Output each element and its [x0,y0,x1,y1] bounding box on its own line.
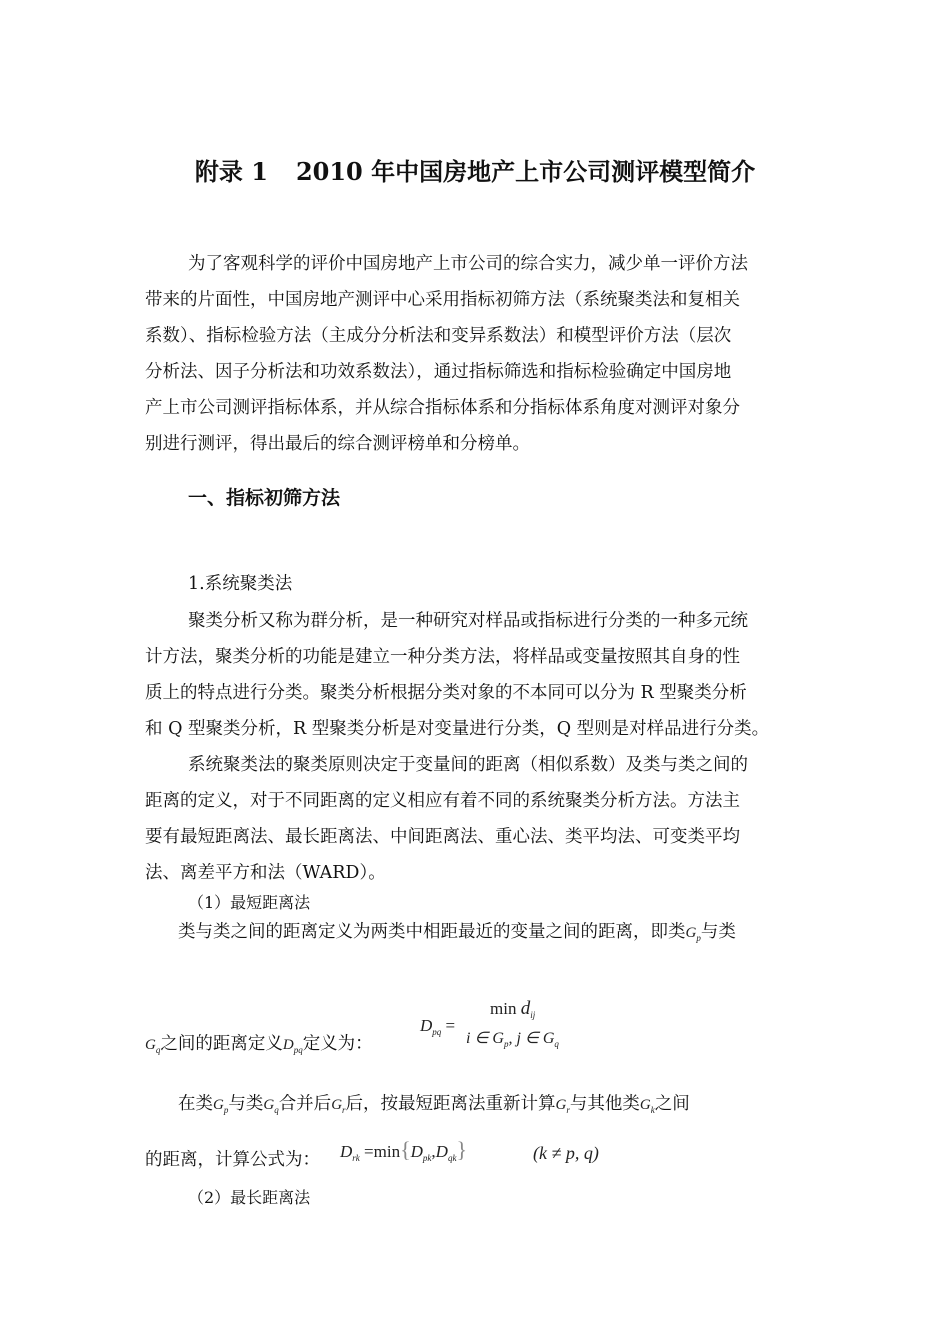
method1-line4: 的距离，计算公式为： [145,1150,320,1170]
math-G-r: $G_r$ [555,1097,570,1115]
math-D-pq: $D_{pq}$ [282,1037,303,1055]
text-fragment: 类与类之间的距离定义为两类中相距最近的变量之间的距离，即类 [178,922,686,942]
page-title [0,152,950,187]
text-fragment: 定义为： [302,1034,373,1054]
paragraph-line: 计方法，聚类分析的功能是建立一种分类方法，将样品或变量按照其自身的性 [145,647,740,667]
intro-line: 别进行测评，得出最后的综合测评榜单和分榜单。 [145,434,530,454]
paragraph-line: 要有最短距离法、最长距离法、中间距离法、重心法、类平均法、可变类平均 [145,827,740,847]
math-G-p: $G_p$ [685,925,701,943]
math-G-r: $G_r$ [331,1097,346,1115]
intro-line: 分析法、因子分析法和功效系数法），通过指标筛选和指标检验确定中国房地 [145,362,732,382]
text-fragment: 与类 [228,1094,264,1114]
text-fragment: 之间 [654,1094,690,1114]
section-heading: 一、指标初筛方法 [188,487,341,509]
paragraph-line: 聚类分析又称为群分析，是一种研究对样品或指标进行分类的一种多元统 [188,611,748,631]
math-G-k: $G_k$ [639,1097,655,1115]
paragraph-line: 系统聚类法的聚类原则决定于变量间的距离（相似系数）及类与类之间的 [188,755,748,775]
intro-line: 带来的片面性，中国房地产测评中心采用指标初筛方法（系统聚类法和复相关 [145,290,740,310]
formula-min: $\min d_{ij}$ [490,998,536,1020]
paragraph-line: 质上的特点进行分类。聚类分析根据分类对象的不本同可以分为 R 型聚类分析 [145,683,747,703]
math-G-p: $G_p$ [213,1097,229,1115]
text-fragment: 与类 [700,922,736,942]
math-G-q: $G_q$ [263,1097,279,1115]
paragraph-line: 和 Q 型聚类分析，R 型聚类分析是对变量进行分类，Q 型则是对样品进行分类。 [145,719,770,739]
formula-range: i ∈ $G_p$, j ∈ $G_q$ [466,1030,559,1049]
formula-lhs: $D_{pq}$ = [420,1016,456,1037]
intro-line: 为了客观科学的评价中国房地产上市公司的综合实力，减少单一评价方法 [188,254,748,274]
text-fragment: 在类 [178,1094,213,1114]
math-G-q: $G_q$ [145,1037,161,1055]
title-prefix: 附录 1 [194,157,268,186]
intro-line: 系数）、指标检验方法（主成分分析法和变异系数法）和模型评价方法（层次 [145,326,732,346]
method-heading: （2）最长距离法 [188,1188,311,1207]
title-text: 2010 年中国房地产上市公司测评模型简介 [295,157,756,186]
paragraph-line: 距离的定义，对于不同距离的定义相应有着不同的系统聚类分析方法。方法主 [145,791,740,811]
method-heading: （1）最短距离法 [188,893,311,912]
formula-condition: (k ≠ p, q) [533,1143,599,1163]
text-fragment: 合并后 [278,1094,332,1114]
text-fragment: 之间的距离定义 [160,1034,283,1054]
text-fragment: 与其他类 [569,1094,640,1114]
method1-line2 [145,1030,373,1055]
paragraph-line: 法、离差平方和法（WARD）。 [145,863,386,883]
method1-line3 [178,1090,690,1115]
text-fragment: 后，按最短距离法重新计算 [345,1094,556,1114]
formula-update-lhs: $D_{rk} =\min\{D_{pk},D_{qk}\}$ [340,1137,468,1163]
intro-line: 产上市公司测评指标体系，并从综合指标体系和分指标体系角度对测评对象分 [145,398,740,418]
method1-line1 [178,918,736,943]
subsection-heading: 1.系统聚类法 [188,574,293,594]
